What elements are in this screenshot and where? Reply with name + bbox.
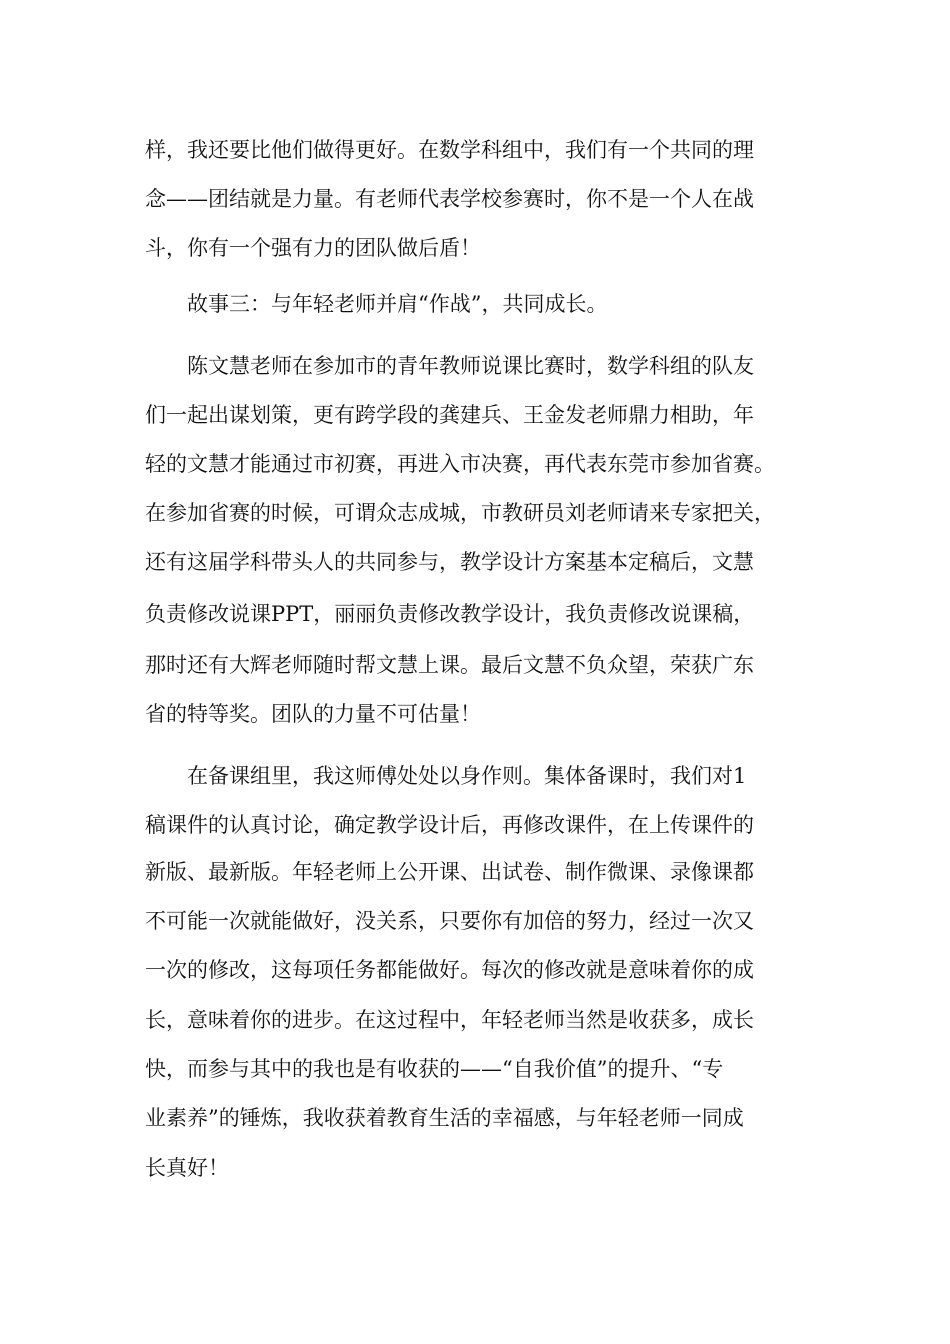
text-line: 在参加省赛的时候，可谓众志成城，市教研员刘老师请来专家把关， [145, 501, 775, 525]
text-line: 那时还有大辉老师随时帮文慧上课。最后文慧不负众望，荣获广东 [145, 653, 754, 677]
text-line: 一次的修改，这每项任务都能做好。每次的修改就是意味着你的成 [145, 958, 754, 982]
text-line: 稿课件的认真讨论，确定教学设计后，再修改课件，在上传课件的 [145, 813, 754, 837]
text-line: 轻的文慧才能通过市初赛，再进入市决赛，再代表东莞市参加省赛。 [145, 452, 775, 476]
text-line: 还有这届学科带头人的共同参与，教学设计方案基本定稿后，文慧 [145, 550, 754, 574]
text-line: 陈文慧老师在参加市的青年教师说课比赛时，数学科组的队友 [187, 354, 754, 378]
text-line: 斗，你有一个强有力的团队做后盾！ [145, 236, 481, 260]
text-line: 故事三：与年轻老师并肩“作战”，共同成长。 [187, 292, 608, 316]
text-line: 样，我还要比他们做得更好。在数学科组中，我们有一个共同的理 [145, 138, 754, 162]
text-line: 快，而参与其中的我也是有收获的——“自我价值”的提升、“专 [145, 1057, 724, 1081]
text-line: 们一起出谋划策，更有跨学段的龚建兵、王金发老师鼎力相助，年 [145, 403, 754, 427]
text-line: 负责修改说课PPT，丽丽负责修改教学设计，我负责修改说课稿， [145, 602, 755, 626]
text-line: 省的特等奖。团队的力量不可估量！ [145, 702, 481, 726]
text-line: 业素养”的锤炼，我收获着教育生活的幸福感，与年轻老师一同成 [145, 1106, 744, 1130]
text-line: 长真好！ [145, 1156, 229, 1180]
text-line: 长，意味着你的进步。在这过程中，年轻老师当然是收获多，成长 [145, 1008, 754, 1032]
text-line: 念——团结就是力量。有老师代表学校参赛时，你不是一个人在战 [145, 187, 754, 211]
text-line: 新版、最新版。年轻老师上公开课、出试卷、制作微课、录像课都 [145, 860, 754, 884]
text-line: 在备课组里，我这师傅处处以身作则。集体备课时，我们对1 [187, 764, 747, 788]
text-line: 不可能一次就能做好，没关系，只要你有加倍的努力，经过一次又 [145, 909, 754, 933]
